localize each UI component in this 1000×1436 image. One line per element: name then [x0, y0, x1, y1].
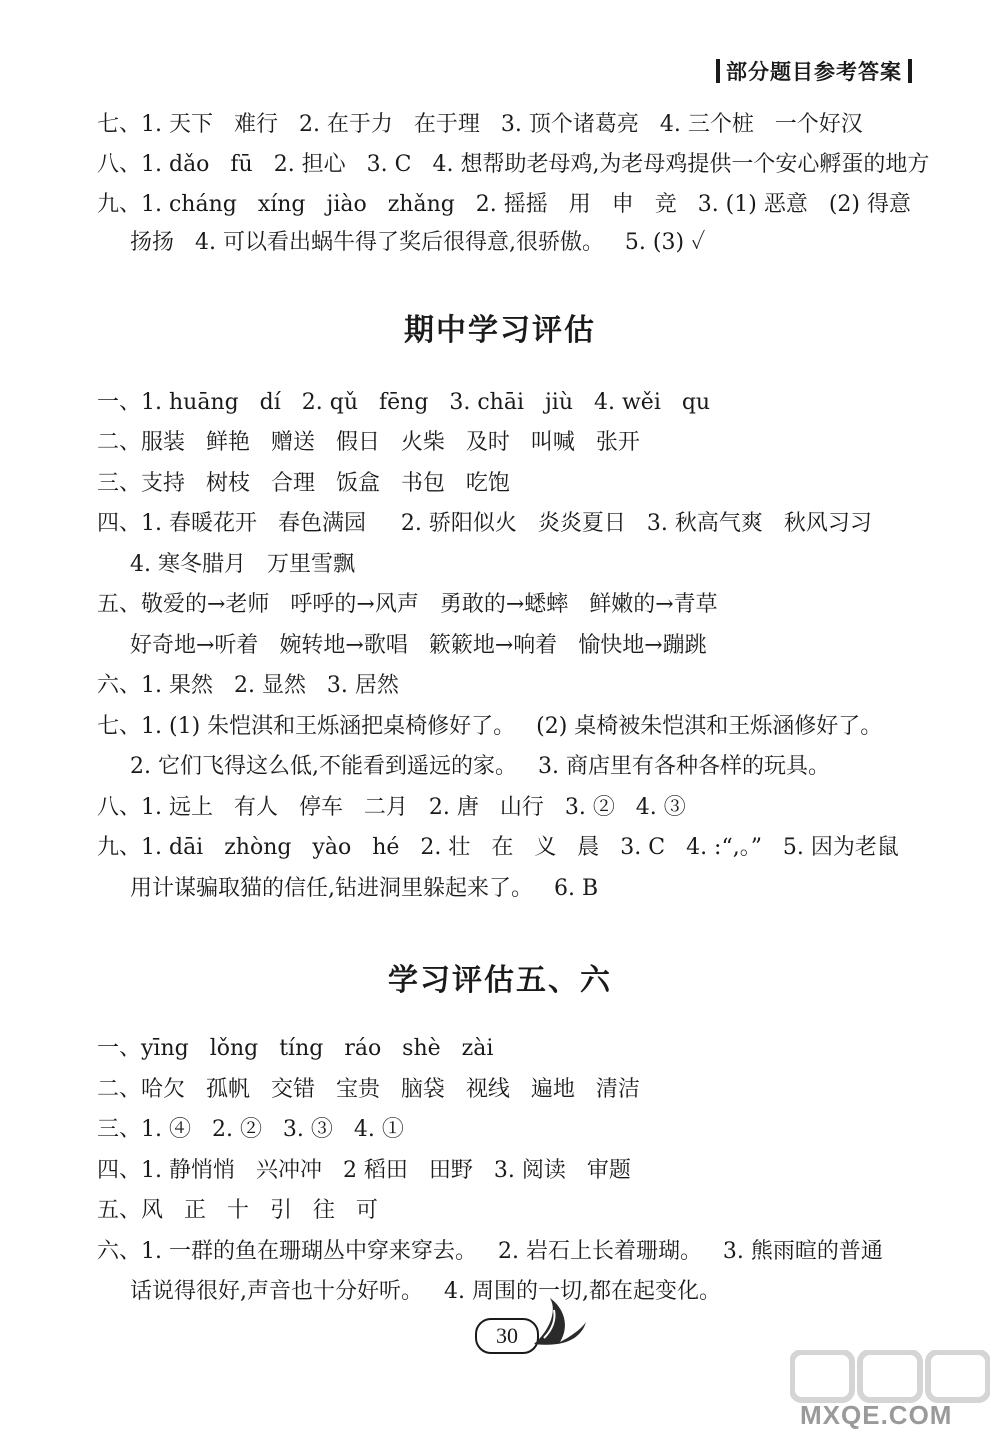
- answer-line: 九、1. cháng xíng jiào zhǎng 2. 摇摇 用 申 竞 3. (1) 恶意 (2) 得意: [97, 192, 911, 217]
- answer-line: 二、服装 鲜艳 赠送 假日 火柴 及时 叫喊 张开: [97, 430, 640, 455]
- answer-line: 4. 寒冬腊月 万里雪飘: [130, 552, 355, 577]
- answer-line: 扬扬 4. 可以看出蜗牛得了奖后很得意,很骄傲。 5. (3) ✓: [130, 230, 706, 255]
- answer-line: 六、1. 果然 2. 显然 3. 居然: [97, 673, 399, 698]
- section-title-assessment-5-6: 学习评估五、六: [388, 963, 612, 998]
- answer-line: 好奇地→听着 婉转地→歌唱 簌簌地→响着 愉快地→蹦跳: [130, 633, 707, 658]
- header-left-bar: [716, 59, 720, 83]
- header-title: 部分题目参考答案: [726, 59, 902, 84]
- answer-line: 七、1. (1) 朱恺淇和王烁涵把桌椅修好了。 (2) 桌椅被朱恺淇和王烁涵修好了。: [97, 714, 883, 739]
- answer-line: 九、1. dāi zhòng yào hé 2. 壮 在 义 晨 3. C 4. :“,。” 5. 因为老鼠: [97, 835, 899, 860]
- answer-line: 一、yīng lǒng tíng ráo shè zài: [97, 1036, 494, 1061]
- header-right-bar: [908, 59, 912, 83]
- answer-line: 七、1. 天下 难行 2. 在于力 在于理 3. 顶个诸葛亮 4. 三个桩 一个好汉: [97, 112, 863, 137]
- answer-line: 2. 它们飞得这么低,不能看到遥远的家。 3. 商店里有各种各样的玩具。: [130, 754, 830, 779]
- answer-line: 四、1. 春暖花开 春色满园 2. 骄阳似火 炎炎夏日 3. 秋高气爽 秋风习习: [97, 511, 872, 536]
- answer-line: 四、1. 静悄悄 兴冲冲 2 稻田 田野 3. 阅读 审题: [97, 1158, 631, 1183]
- answer-line: 三、1. ④ 2. ② 3. ③ 4. ①: [97, 1117, 404, 1142]
- answer-line: 用计谋骗取猫的信任,钻进洞里躲起来了。 6. B: [130, 876, 599, 901]
- wing-ornament-icon: [530, 1292, 590, 1352]
- answer-line: 八、1. dǎo fū 2. 担心 3. C 4. 想帮助老母鸡,为老母鸡提供一个安心孵蛋的地方: [97, 152, 930, 177]
- answer-line: 三、支持 树枝 合理 饭盒 书包 吃饱: [97, 471, 510, 496]
- answer-line: 话说得很好,声音也十分好听。 4. 周围的一切,都在起变化。: [130, 1279, 721, 1304]
- answer-line: 一、1. huāng dí 2. qǔ fēng 3. chāi jiù 4. wěi qu: [97, 390, 711, 415]
- section-title-midterm: 期中学习评估: [404, 313, 596, 348]
- answer-line: 六、1. 一群的鱼在珊瑚丛中穿来穿去。 2. 岩石上长着珊瑚。 3. 熊雨暄的普通: [97, 1239, 883, 1264]
- watermark-text: MXQE.COM: [800, 1400, 953, 1430]
- answer-line: 八、1. 远上 有人 停车 二月 2. 唐 山行 3. ② 4. ③: [97, 795, 686, 820]
- page-header: [716, 56, 912, 86]
- answer-line: 五、敬爱的→老师 呼呼的→风声 勇敢的→蟋蟀 鲜嫩的→青草: [97, 592, 718, 617]
- answer-line: 二、哈欠 孤帆 交错 宝贵 脑袋 视线 遍地 清洁: [97, 1077, 640, 1102]
- page-number-text: 30: [496, 1323, 518, 1348]
- answer-line: 五、风 正 十 引 往 可: [97, 1198, 378, 1223]
